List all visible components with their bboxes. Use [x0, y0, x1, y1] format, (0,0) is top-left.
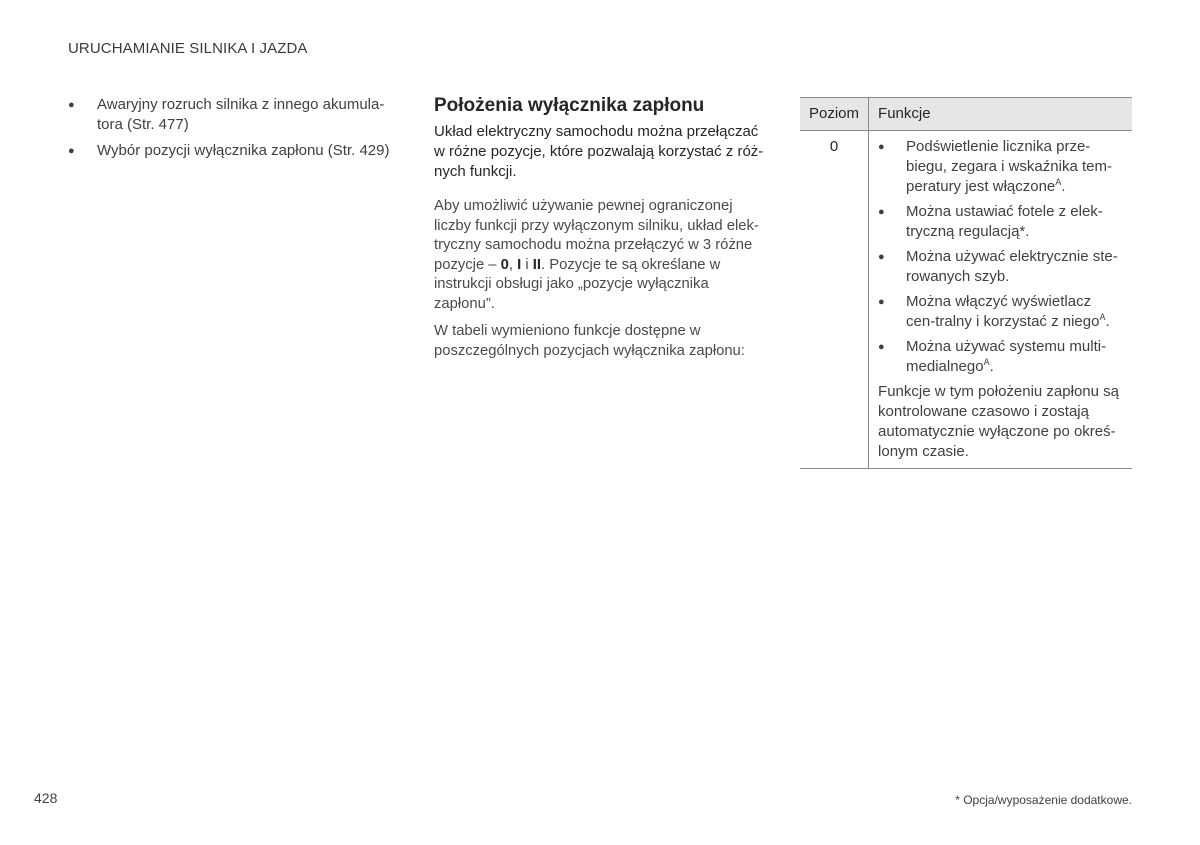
list-item[interactable]	[68, 141, 393, 161]
paragraph: W tabeli wymieniono funkcje dostępne w poszczególnych pozycjach wyłącznika zapłonu:	[434, 323, 745, 359]
function-item: ● Można włączyć wyświetlacz cen-tralny i korzystać z niego$^A$.	[878, 292, 1123, 332]
footnote: * Opcja/wyposażenie dodatkowe.	[955, 793, 1132, 807]
table-row	[800, 131, 1132, 469]
function-item: ● Można używać elektrycznie ste-rowanych szyb.	[878, 247, 1123, 287]
function-item: ● Można używać systemu multi-medialnego$^A$.	[878, 337, 1123, 377]
related-links	[68, 95, 393, 167]
column-header-functions: Funkcje	[869, 98, 1132, 131]
link-emergency-start[interactable]: Awaryjny rozruch silnika z innego akumula-tora (Str. 477)	[97, 96, 385, 133]
column-header-level: Poziom	[800, 98, 869, 131]
position-0: 0	[500, 256, 509, 273]
function-item: ● Można ustawiać fotele z elek-tryczną regulacją*.	[878, 202, 1123, 242]
paragraph: Aby umożliwić używanie pewnej ograniczonej liczby funkcji przy wyłączonym silniku, układ elek-tryczny samochodu można przełączyć w 3 różne pozycje – 0, I i II. Pozycje te są określane w instrukcji obsługi jako „pozycje wyłącznika zapłonu”.	[434, 198, 759, 312]
list-item[interactable]	[68, 95, 393, 135]
functions-note: Funkcje w tym położeniu zapłonu są kontrolowane czasowo i zostają automatycznie wyłączone po okreś-lonym czasie.	[878, 383, 1119, 460]
position-2: II	[532, 256, 542, 273]
page-number: 428	[34, 790, 58, 806]
level-cell: 0	[800, 131, 869, 469]
position-1: I	[517, 256, 522, 273]
running-header: URUCHAMIANIE SILNIKA I JAZDA	[68, 40, 308, 57]
section-title: Położenia wyłącznika zapłonu	[434, 95, 705, 116]
function-item: ● Podświetlenie licznika prze-biegu, zegara i wskaźnika tem-peratury jest włączone$^A$.	[878, 137, 1123, 197]
link-select-ignition[interactable]: Wybór pozycji wyłącznika zapłonu (Str. 429)	[97, 142, 390, 159]
section-intro: Układ elektryczny samochodu można przełączać w różne pozycje, które pozwalają korzystać z róż-nych funkcji.	[434, 123, 764, 180]
functions-table	[800, 97, 1132, 469]
functions-cell	[869, 131, 1132, 469]
section-ignition-positions	[434, 94, 769, 369]
